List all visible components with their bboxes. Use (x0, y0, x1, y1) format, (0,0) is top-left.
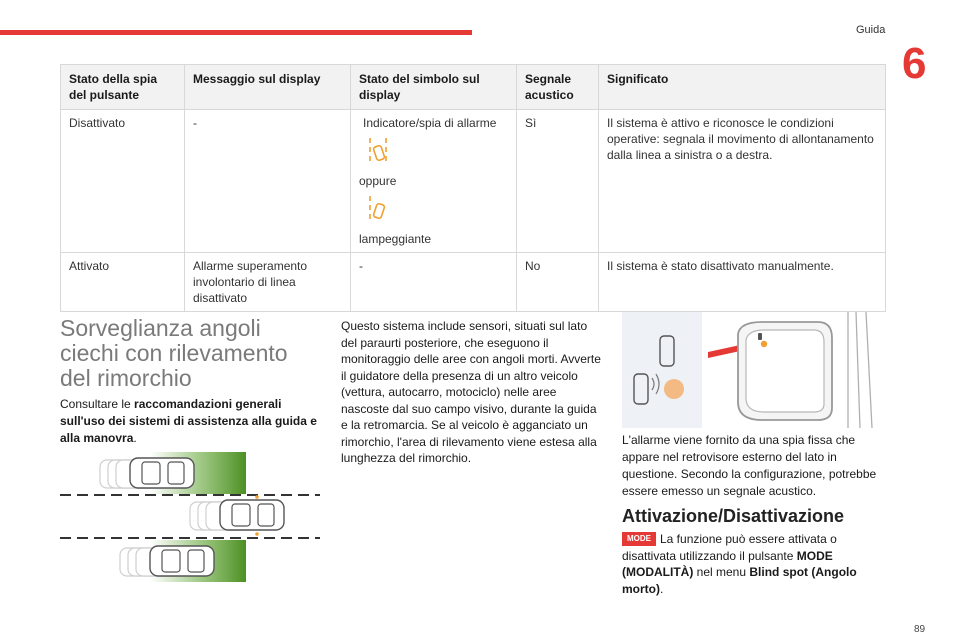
consult-link-text: raccomandazioni generali sull'uso dei sistemi di assistenza alla guida e alla manovra (60, 397, 317, 445)
consult-prefix: Consultare le (60, 397, 135, 411)
blind-spot-lanes-illustration (60, 448, 320, 590)
mode-button-label: MODE (MODALITÀ) (622, 548, 833, 579)
alarm-paragraph: L'allarme viene fornito da una spia fissa che appare nel retrovisore esterno del lato in questione. Secondo la configurazione, potrebbe essere emesso un segnale acustico. (622, 433, 877, 498)
activation-heading: Attivazione/Disattivazione (622, 506, 845, 526)
cell-symbol (351, 110, 517, 253)
system-description: Questo sistema include sensori, situati sul lato del paraurti posteriore, che eseguono il monitoraggio delle aree con angoli morti. Avverte il guidatore della presenza di un altro veicolo (vettura, autocarro, motociclo) nelle aree nascoste dal suo campo visivo, durante la guida e la retromarcia. Se al veicolo è agganciato un rimorchio, l'area di rilevamento viene estesa alla lunghezza del rimorchio. (341, 319, 601, 465)
column-header: Messaggio sul display (185, 65, 351, 110)
column-header: Stato della spia del pulsante (61, 65, 185, 110)
cell-meaning: Il sistema è stato disattivato manualmente. (599, 253, 886, 312)
table-row (61, 110, 886, 253)
consult-paragraph (60, 396, 322, 447)
status-table (60, 64, 886, 312)
lane-departure-warning-icon (367, 137, 389, 167)
top-accent-bar (0, 30, 472, 35)
symbol-line: Indicatore/spia di allarme (363, 116, 497, 130)
cell-state: Attivato (61, 253, 185, 312)
column-header: Stato del simbolo sul display (351, 65, 517, 110)
mirror-warning-icon (761, 341, 767, 347)
page-number: 89 (914, 624, 926, 635)
cell-message: Allarme superamento involontario di linea disattivato (185, 253, 351, 312)
column-header: Segnale acustico (517, 65, 599, 110)
activation-text-c: . (660, 581, 664, 596)
activation-text-b: nel menu (693, 565, 750, 579)
cell-symbol: - (351, 253, 517, 312)
side-mirror-illustration (622, 312, 874, 428)
symbol-line: lampeggiante (359, 232, 432, 246)
cell-meaning: Il sistema è attivo e riconosce le condizioni operative: segnala il movimento di allontanamento dalla linea a sinistra o a destra. (599, 110, 886, 253)
blind-spot-heading: Sorveglianza angoli ciechi con rilevamento del rimorchio (60, 315, 288, 391)
alert-light-icon (664, 379, 684, 399)
cell-sound: No (517, 253, 599, 312)
symbol-line: oppure (359, 174, 397, 188)
activation-paragraph (622, 531, 884, 597)
mirror-detail-inset (622, 312, 702, 428)
activation-text-a: La funzione può essere attivata o disattivata utilizzando il pulsante (622, 532, 837, 563)
table-header-row (61, 65, 886, 110)
table-row (61, 253, 886, 312)
blind-spot-menu-label: Blind spot (Angolo morto) (622, 565, 857, 596)
column-header: Significato (599, 65, 886, 110)
section-title: Guida (856, 24, 886, 36)
mode-button-icon: MODE (622, 532, 656, 546)
cell-sound: Sì (517, 110, 599, 253)
lane-departure-warning-icon (367, 195, 389, 225)
consult-suffix: . (133, 431, 137, 445)
chapter-number: 6 (902, 39, 927, 88)
cell-state: Disattivato (61, 110, 185, 253)
cell-message: - (185, 110, 351, 253)
